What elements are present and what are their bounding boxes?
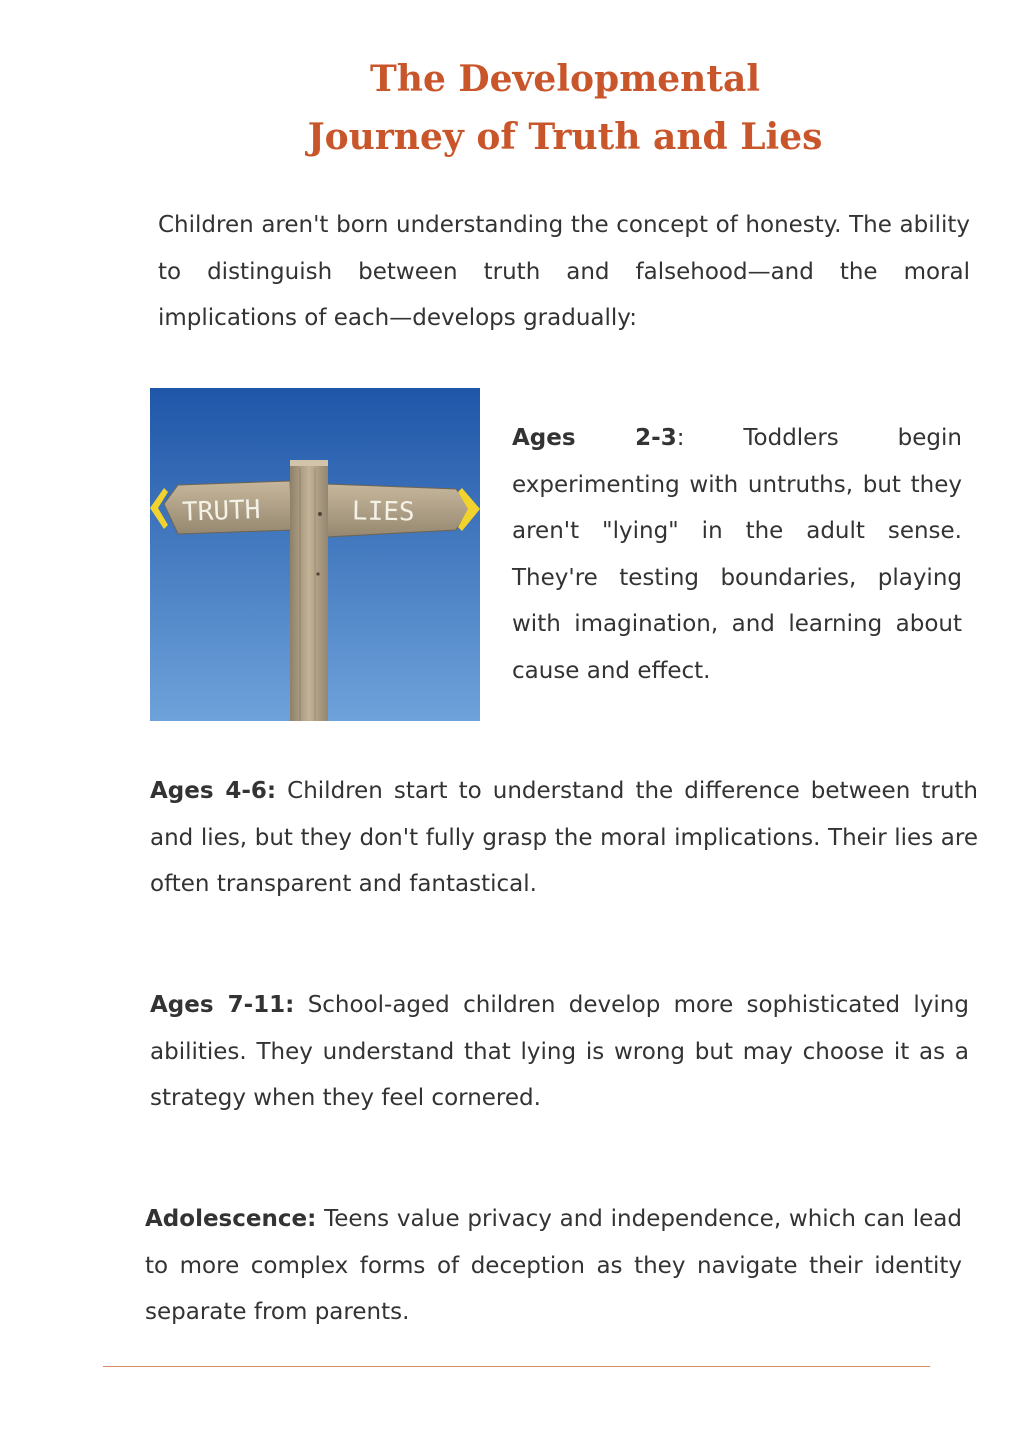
stage-label: Adolescence:: [145, 1206, 317, 1232]
stage-ages-7-11: [150, 982, 969, 1122]
stage-text: School-aged children develop more sophisticated lying abilities. They understand that lying is wrong but may choose it as a strategy when they feel cornered.: [150, 992, 969, 1111]
page-title-line-1: The Developmental: [369, 58, 760, 100]
intro-paragraph: Children aren't born understanding the concept of honesty. The ability to distinguish between truth and falsehood—and the moral implications of each—develops gradually:: [158, 212, 970, 331]
page-title-line-2: Journey of Truth and Lies: [307, 116, 823, 158]
stage-separator: [316, 1206, 324, 1232]
stage-separator: :: [676, 425, 744, 451]
lies-sign-label: LIES: [351, 496, 415, 528]
stage-text: Teens value privacy and independence, which can lead to more complex forms of deception as they navigate their identity separate from parents.: [145, 1206, 963, 1325]
stage-ages-2-3: [512, 415, 962, 694]
lies-sign: [326, 484, 480, 537]
bottom-divider: [103, 1366, 930, 1367]
stage-text: Children start to understand the difference between truth and lies, but they don't fully grasp the moral implications. Their lies are often transparent and fantastical.: [150, 778, 978, 897]
stage-label: Ages 4-6:: [150, 778, 277, 804]
stage-separator: [294, 992, 307, 1018]
stage-label: Ages 7-11:: [150, 992, 295, 1018]
stage-adolescence: [145, 1196, 962, 1336]
signpost-photo: [150, 388, 480, 721]
sign-post: [290, 462, 328, 721]
stage-ages-4-6: [150, 768, 978, 908]
truth-sign-label: TRUTH: [181, 494, 261, 528]
stage-text: Toddlers begin experimenting with untruths, but they aren't "lying" in the adult sense. They're testing boundaries, playing with imagination, and learning about cause and effect.: [512, 425, 962, 684]
stage-separator: [276, 778, 287, 804]
stage-label: Ages 2-3: [512, 425, 677, 451]
page-title: [200, 50, 930, 166]
